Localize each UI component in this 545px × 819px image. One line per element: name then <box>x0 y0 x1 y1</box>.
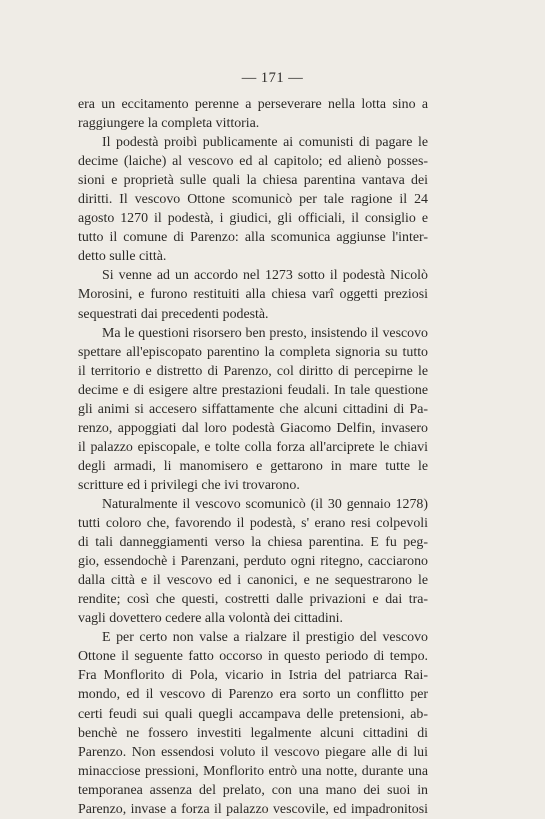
text-line: minacciose pressioni, Monflorito entrò una notte, durante una <box>78 763 428 779</box>
paragraph <box>78 266 428 323</box>
text-line: temporanea assenza del prelato, con una mano dei suoi in <box>78 782 428 798</box>
text-line: Si venne ad un accordo nel 1273 sotto il podestà Nicolò <box>102 268 428 284</box>
page-number: — 171 — <box>241 70 304 86</box>
text-line: diritti. Il vescovo Ottone scomunicò per tale ragione il 24 <box>78 192 428 208</box>
text-line: gli animi si accesero siffattamente che alcuni cittadini di Pa- <box>78 401 428 417</box>
text-line: rendite; così che questi, costretti dalle privazioni e dai tra- <box>78 592 428 608</box>
text-line: decime (laiche) al vescovo ed al capitolo; ed alienò posses- <box>78 154 428 170</box>
text-line: scritture ed i privilegi che ivi trovarono. <box>78 477 300 493</box>
text-line: Fra Monflorito di Pola, vicario in Istria del patriarca Rai- <box>78 668 428 684</box>
text-line: Il podestà proibì publicamente ai comunisti di pagare le <box>102 135 428 151</box>
text-line: era un eccitamento perenne a perseverare nella lotta sino a <box>78 97 428 112</box>
text-line: Ma le questioni risorsero ben presto, insistendo il vescovo <box>102 325 428 341</box>
text-line: spettare all'episcopato parentino la completa signoria su tutto <box>78 344 428 360</box>
body-text <box>78 95 428 819</box>
text-line: degli armadi, li manomisero e gettarono in mare tutte le <box>78 458 428 474</box>
text-line: raggiungere la completa vittoria. <box>78 116 260 132</box>
text-line: tutti coloro che, favorendo il podestà, s' erano resi colpevoli <box>78 516 428 532</box>
text-line: gio, essendochè i Parenzani, perduto ogni ritegno, cacciarono <box>78 554 428 570</box>
text-line: di tali danneggiamenti verso la chiesa parentina. E fu peg- <box>78 535 428 551</box>
text-line: detto sulle città. <box>78 249 167 265</box>
text-line: certi feudi sui quali quegli accampava delle pretensioni, ab- <box>78 706 428 722</box>
text-line: agosto 1270 il podestà, i giudici, gli officiali, il consiglio e <box>78 211 428 227</box>
text-line: tutto il comune di Parenzo: alla scomunica aggiunse l'inter- <box>78 230 428 246</box>
paragraph <box>78 133 428 266</box>
text-line: il territorio e distretto di Parenzo, col diritto di percepirne le <box>78 363 428 379</box>
text-line: Morosini, e furono restituiti alla chiesa varî oggetti preziosi <box>78 287 428 303</box>
text-line: mondo, ed il vescovo di Parenzo era sorto un conflitto per <box>78 687 428 703</box>
paragraph <box>78 95 428 133</box>
text-line: sequestrati dai precedenti podestà. <box>78 306 269 322</box>
paragraph <box>78 324 428 495</box>
text-line: vagli dovettero cedere alla volontà dei cittadini. <box>78 611 343 627</box>
text-line: Ottone il seguente fatto occorso in questo periodo di tempo. <box>78 649 428 665</box>
text-line: benchè ne fossero investiti legalmente alcuni cittadini di <box>78 725 428 741</box>
paragraph <box>78 628 428 818</box>
text-line: Parenzo, invase a forza il palazzo vescovile, ed impadronitosi <box>78 801 428 817</box>
text-line: E per certo non valse a rialzare il prestigio del vescovo <box>102 630 428 646</box>
text-line: il palazzo episcopale, e tolte colla forza all'arciprete le chiavi <box>78 439 428 455</box>
text-line: decime e di esigere altre prestazioni feudali. In tale questione <box>78 382 428 398</box>
text-line: dalla città e il vescovo ed i canonici, e ne sequestrarono le <box>78 573 428 589</box>
text-line: sioni e proprietà sulle quali la chiesa parentina vantava dei <box>78 173 428 189</box>
text-line: Naturalmente il vescovo scomunicò (il 30 gennaio 1278) <box>102 496 428 512</box>
paragraph <box>78 495 428 628</box>
text-line: Parenzo. Non essendosi voluto il vescovo piegare alle di lui <box>78 744 428 760</box>
text-line: renzo, appoggiati dal loro podestà Giacomo Delfin, invasero <box>78 420 428 436</box>
